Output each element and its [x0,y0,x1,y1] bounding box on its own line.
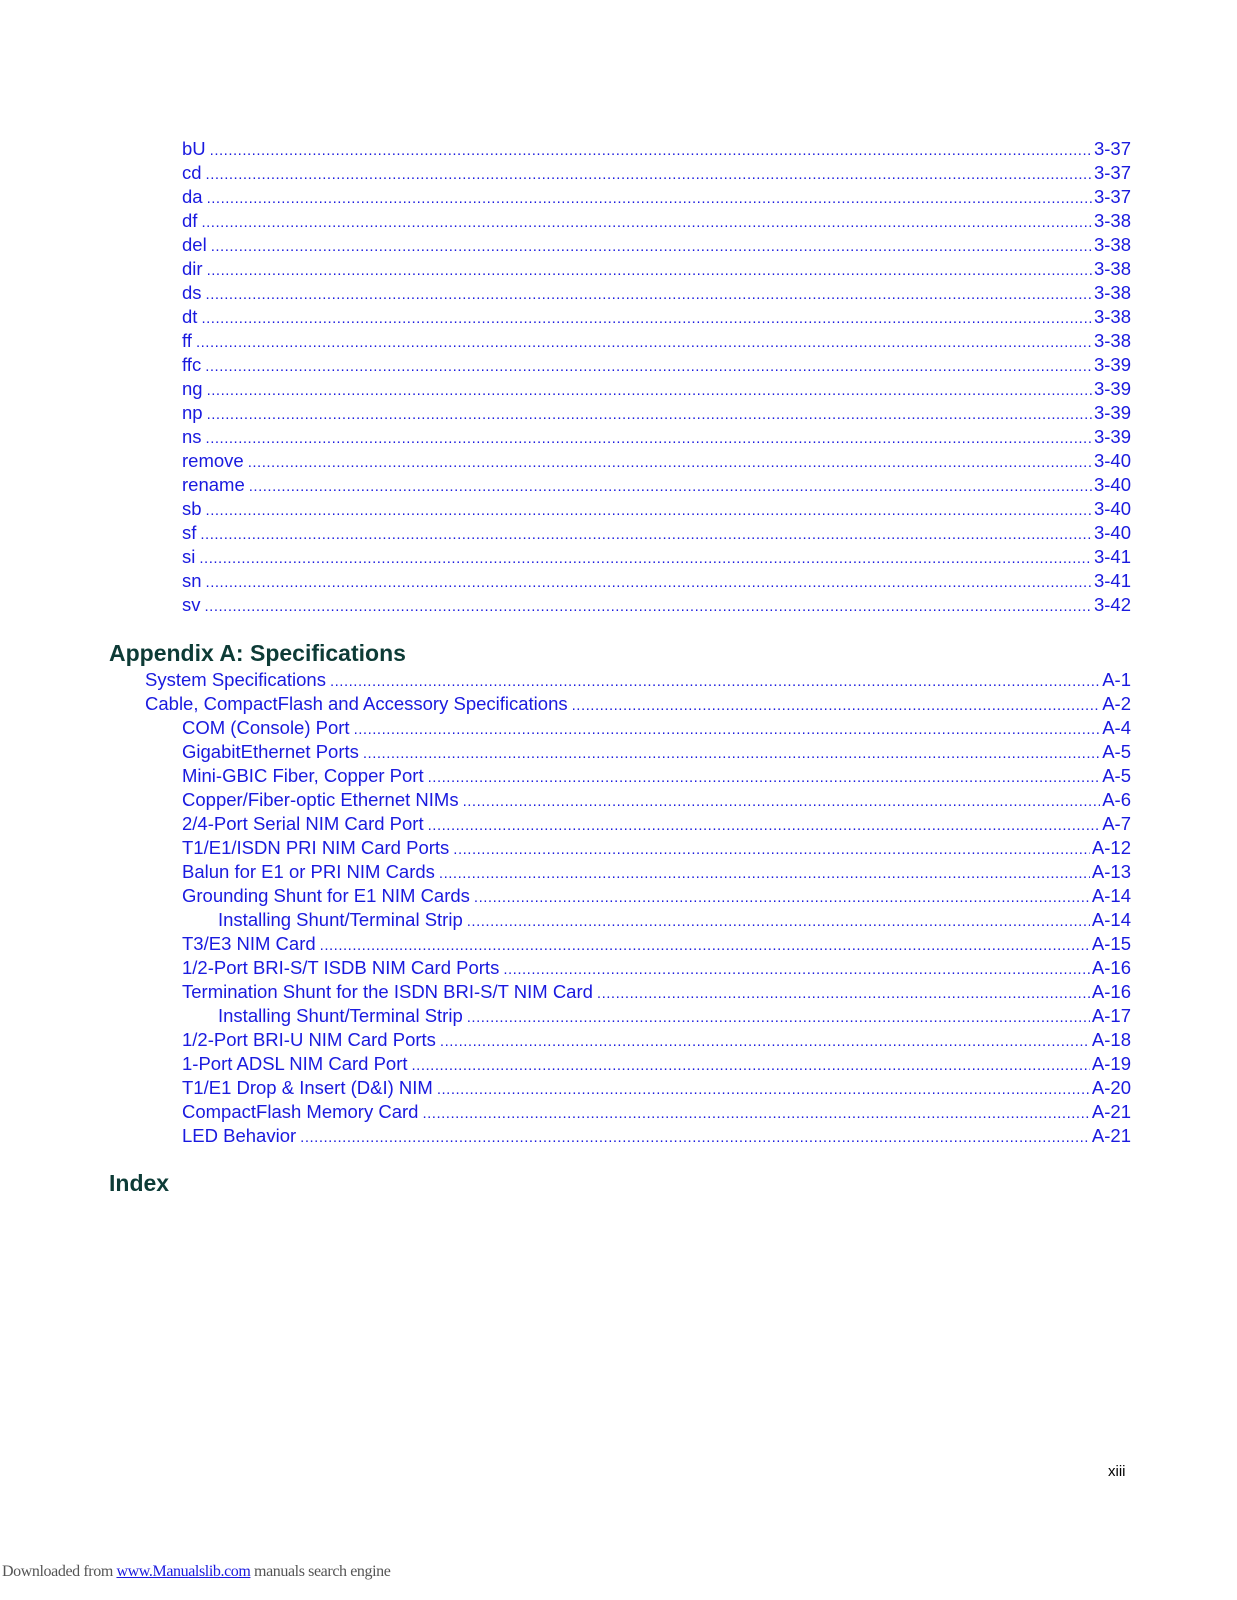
toc-entry-page: A-7 [1102,813,1131,834]
toc-entry-page: A-1 [1102,669,1131,690]
toc-entry-label: ng [182,378,203,399]
toc-entry-label: ns [182,426,202,447]
toc-entry-label: T1/E1 Drop & Insert (D&I) NIM [182,1077,433,1098]
dot-leader [206,571,1092,595]
dot-leader [249,475,1092,499]
toc-entry-page: A-18 [1091,1029,1131,1050]
dot-leader [572,694,1101,718]
toc-entry-label: remove [182,450,244,471]
toc-entry[interactable] [218,908,1131,932]
dot-leader [597,982,1090,1006]
toc-entry-label: 1/2-Port BRI-U NIM Card Ports [182,1029,436,1050]
footer-suffix: manuals search engine [250,1563,391,1580]
toc-entry[interactable] [182,1028,1131,1052]
dot-leader [205,595,1092,619]
download-footer [2,1563,390,1581]
toc-entry-page: A-21 [1091,1125,1131,1146]
toc-entry[interactable] [182,497,1131,521]
page-number: xiii [1108,1463,1126,1480]
toc-entry-label: cd [182,162,202,183]
toc-entry-label: Installing Shunt/Terminal Strip [218,1005,463,1026]
dot-leader [201,307,1092,331]
toc-entry-label: CompactFlash Memory Card [182,1101,419,1122]
toc-entry[interactable] [182,1100,1131,1124]
toc-entry-label: np [182,402,203,423]
dot-leader [207,259,1092,283]
toc-entry-page: A-14 [1091,885,1131,906]
dot-leader [363,742,1100,766]
toc-entry[interactable] [182,209,1131,233]
toc-entry-page: 3-40 [1093,498,1131,519]
toc-entry[interactable] [182,353,1131,377]
toc-entry-page: 3-37 [1093,186,1131,207]
toc-entry-label: sb [182,498,202,519]
toc-entry-page: 3-39 [1093,378,1131,399]
toc-entry-page: A-16 [1091,981,1131,1002]
toc-entry-label: da [182,186,203,207]
toc-entry-page: 3-40 [1093,450,1131,471]
toc-entry[interactable] [182,788,1131,812]
toc-entry[interactable] [182,956,1131,980]
toc-entry-label: 1-Port ADSL NIM Card Port [182,1053,408,1074]
toc-entry[interactable] [182,377,1131,401]
dot-leader [422,1102,1089,1126]
toc-entry-label: ff [182,330,192,351]
toc-entry-label: System Specifications [145,669,326,690]
toc-entry[interactable] [182,1076,1131,1100]
toc-entry[interactable] [182,1124,1131,1148]
toc-entry-label: 2/4-Port Serial NIM Card Port [182,813,424,834]
dot-leader [211,235,1092,259]
dot-leader [248,451,1092,475]
toc-entry-page: A-5 [1102,765,1131,786]
dot-leader [196,331,1092,355]
toc-entry-label: 1/2-Port BRI-S/T ISDB NIM Card Ports [182,957,500,978]
dot-leader [428,766,1101,790]
toc-entry-page: A-16 [1091,957,1131,978]
dot-leader [207,187,1092,211]
toc-entry[interactable] [218,1004,1131,1028]
toc-entry-page: 3-41 [1093,570,1131,591]
toc-entry[interactable] [182,449,1131,473]
toc-entry-page: A-12 [1091,837,1131,858]
toc-entry[interactable] [182,185,1131,209]
toc-entry[interactable] [182,137,1131,161]
toc-entry-label: GigabitEthernet Ports [182,741,359,762]
dot-leader [439,862,1090,886]
toc-entry-label: Balun for E1 or PRI NIM Cards [182,861,435,882]
toc-entry-label: T3/E3 NIM Card [182,933,316,954]
toc-entry[interactable] [182,884,1131,908]
toc-entry-page: A-17 [1091,1005,1131,1026]
toc-entry-label: COM (Console) Port [182,717,350,738]
toc-entry-page: 3-40 [1093,474,1131,495]
toc-entry[interactable] [182,329,1131,353]
toc-entry[interactable] [182,980,1131,1004]
toc-entry-label: rename [182,474,245,495]
toc-entry-page: 3-39 [1093,426,1131,447]
toc-entry-label: dt [182,306,198,327]
toc-entry[interactable] [182,473,1131,497]
dot-leader [474,886,1090,910]
toc-entry-page: 3-38 [1093,258,1131,279]
toc-entry-page: 3-38 [1093,306,1131,327]
toc-entry-page: A-13 [1091,861,1131,882]
toc-entry-page: A-14 [1091,909,1131,930]
toc-entry[interactable] [182,860,1131,884]
dot-leader [200,523,1092,547]
toc-entry-label: Installing Shunt/Terminal Strip [218,909,463,930]
toc-entry-page: A-15 [1091,933,1131,954]
toc-entry-page: A-6 [1102,789,1131,810]
toc-entry-page: A-20 [1091,1077,1131,1098]
toc-entry-page: A-19 [1091,1053,1131,1074]
toc-entry-page: 3-38 [1093,282,1131,303]
toc-entry-page: 3-38 [1093,210,1131,231]
dot-leader [201,211,1092,235]
toc-entry-label: ffc [182,354,202,375]
toc-entry-page: 3-42 [1093,594,1131,615]
dot-leader [207,403,1092,427]
toc-entry-label: bU [182,138,206,159]
toc-entry-label: LED Behavior [182,1125,297,1146]
toc-entry[interactable] [182,932,1131,956]
dot-leader [207,379,1092,403]
manualslib-link[interactable]: www.Manualslib.com [116,1563,251,1580]
toc-entry-page: A-4 [1102,717,1131,738]
toc-entry-page: 3-41 [1093,546,1131,567]
toc-entry-page: A-21 [1091,1101,1131,1122]
toc-entry-page: 3-38 [1093,330,1131,351]
toc-entry[interactable] [182,740,1131,764]
appendix-a-heading[interactable]: Appendix A: Specifications [109,640,406,666]
toc-entry-label: Mini-GBIC Fiber, Copper Port [182,765,424,786]
dot-leader [320,934,1090,958]
toc-entry-page: 3-37 [1093,162,1131,183]
dot-leader [503,958,1090,982]
toc-entry-label: Cable, CompactFlash and Accessory Specifications [145,693,568,714]
toc-entry-page: 3-40 [1093,522,1131,543]
toc-entry[interactable] [182,545,1131,569]
toc-entry[interactable] [182,569,1131,593]
dot-leader [453,838,1090,862]
toc-entry-page: 3-39 [1093,354,1131,375]
commands-toc-list [0,137,1237,617]
toc-entry[interactable] [182,764,1131,788]
toc-entry-label: T1/E1/ISDN PRI NIM Card Ports [182,837,450,858]
toc-entry-label: df [182,210,198,231]
toc-entry-label: Copper/Fiber-optic Ethernet NIMs [182,789,459,810]
toc-entry[interactable] [182,161,1131,185]
toc-entry[interactable] [145,668,1131,692]
dot-leader [412,1054,1090,1078]
toc-entry-label: si [182,546,196,567]
toc-entry-label: sn [182,570,202,591]
dot-leader [330,670,1100,694]
toc-entry-page: 3-39 [1093,402,1131,423]
dot-leader [463,790,1101,814]
dot-leader [467,910,1090,934]
dot-leader [199,547,1092,571]
toc-entry-page: 3-37 [1093,138,1131,159]
toc-entry-label: del [182,234,207,255]
toc-entry-label: Termination Shunt for the ISDN BRI-S/T NIM Card [182,981,593,1002]
toc-entry[interactable] [182,812,1131,836]
toc-entry-label: sf [182,522,197,543]
dot-leader [206,163,1092,187]
dot-leader [206,283,1092,307]
dot-leader [210,139,1092,163]
dot-leader [206,499,1092,523]
dot-leader [437,1078,1090,1102]
toc-entry-label: ds [182,282,202,303]
dot-leader [467,1006,1090,1030]
toc-entry[interactable] [182,233,1131,257]
toc-entry-label: dir [182,258,203,279]
toc-entry-label: sv [182,594,201,615]
toc-entry[interactable] [182,521,1131,545]
toc-entry[interactable] [145,692,1131,716]
toc-entry[interactable] [182,305,1131,329]
toc-entry[interactable] [182,1052,1131,1076]
toc-entry[interactable] [182,425,1131,449]
appendix-toc-list [0,668,1237,1148]
footer-prefix: Downloaded from [2,1563,117,1580]
dot-leader [440,1030,1090,1054]
dot-leader [354,718,1101,742]
toc-entry[interactable] [182,716,1131,740]
toc-entry-page: A-5 [1102,741,1131,762]
toc-entry[interactable] [182,836,1131,860]
dot-leader [300,1126,1090,1150]
dot-leader [205,355,1092,379]
toc-entry[interactable] [182,401,1131,425]
toc-entry[interactable] [182,593,1131,617]
toc-entry-page: 3-38 [1093,234,1131,255]
toc-entry[interactable] [182,257,1131,281]
dot-leader [206,427,1092,451]
index-heading[interactable]: Index [109,1170,170,1196]
toc-entry-page: A-2 [1102,693,1131,714]
dot-leader [428,814,1101,838]
toc-entry[interactable] [182,281,1131,305]
toc-entry-label: Grounding Shunt for E1 NIM Cards [182,885,470,906]
